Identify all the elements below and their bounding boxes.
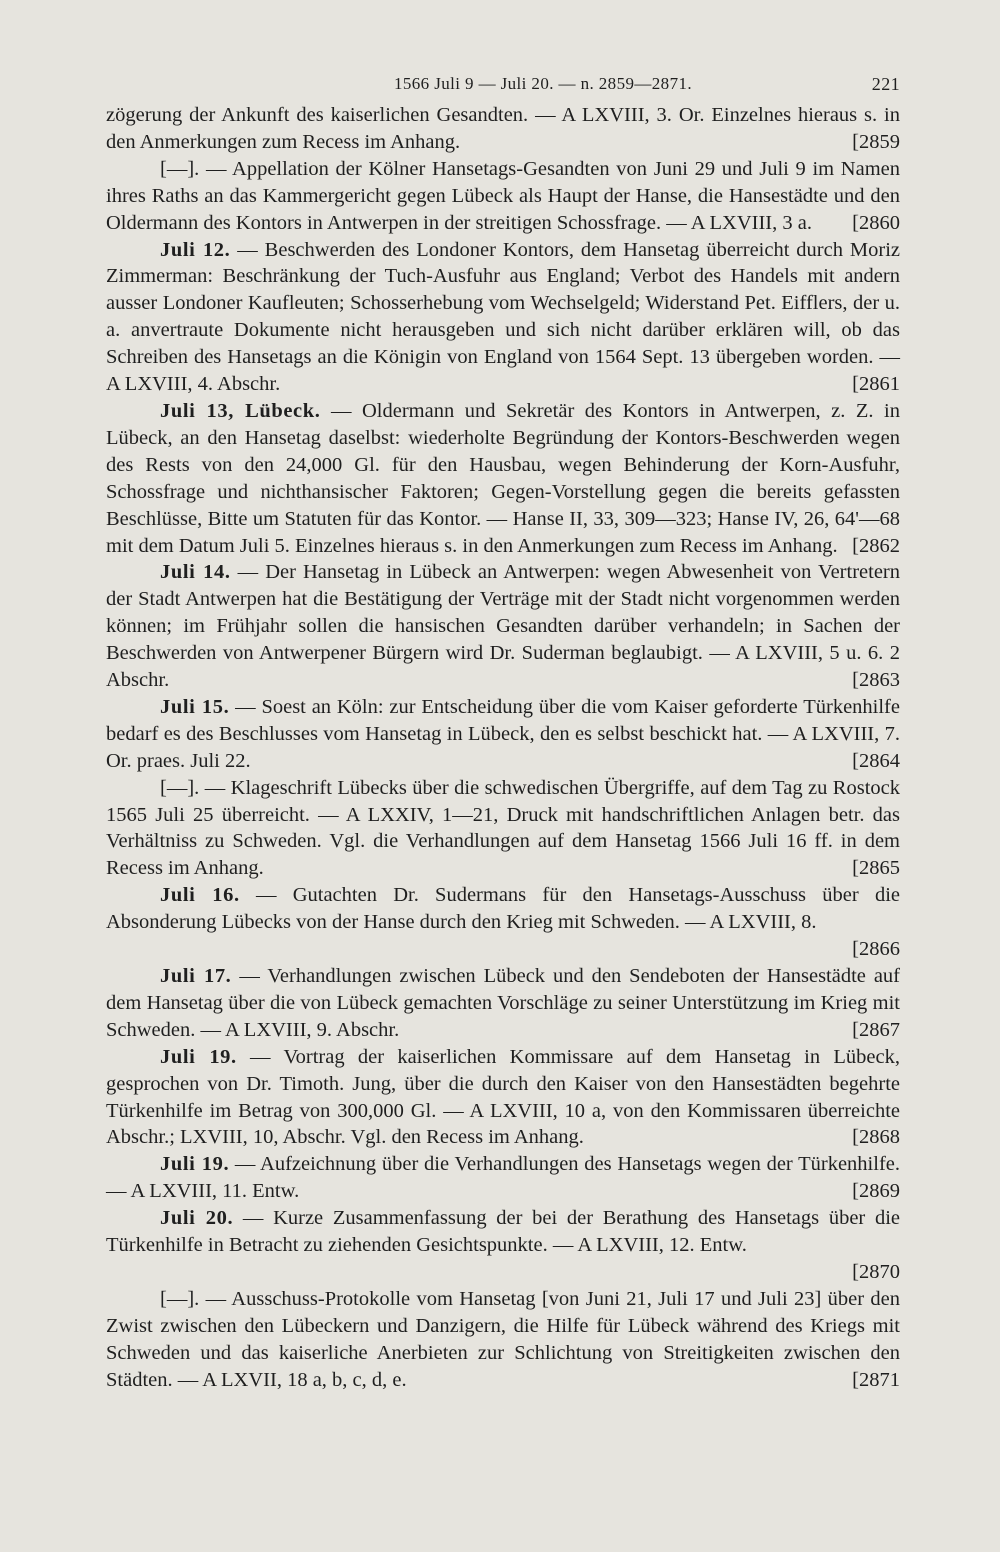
entry-2865 — [106, 775, 900, 883]
entry-2871 — [106, 1286, 900, 1394]
entry-date: Juli 13, Lübeck. — [160, 399, 321, 422]
entry-number: [2866 — [852, 938, 900, 961]
entry-number: [2863 — [852, 669, 900, 692]
entry-2862 — [106, 398, 900, 559]
entry-text: — Verhandlungen zwischen Lübeck und den Sendeboten der Hansestädte auf dem Hansetag über die von Lübeck gemachten Vorschläge zu seiner Unterstützung im Krieg mit Schweden. — A LXVIII, 9. Abschr. — [106, 965, 900, 1041]
entry-text: — Appellation der Kölner Hansetags-Gesandten von Juni 29 und Juli 9 im Namen ihres Raths an das Kammergericht gegen Lübeck als Haupt der Hanse, die Hansestädte und den Oldermann des Kontors in Antwerpen in der streitigen Schossfrage. — A LXVIII, 3 a. — [106, 157, 900, 234]
entry-date: Juli 19. — [160, 1045, 237, 1068]
entry-text: — Gutachten Dr. Sudermans für den Hansetags-Ausschuss über die Absonderung Lübecks von der Hanse durch den Krieg mit Schweden. — A LXVIII, 8. — [106, 884, 900, 934]
entry-date: Juli 19. — [160, 1153, 230, 1176]
entry-text: — Oldermann und Sekretär des Kontors in Antwerpen, z. Z. in Lübeck, an den Hansetag daselbst: wiederholte Begründung der Kontors-Beschwerden wegen des Rests von den 24,000 Gl. für den Hausbau, wegen Behinderung der Korn-Ausfuhr, Schossfrage und nichthansischer Faktoren; Gegen-Vorstellung gegen die bereits gefassten Beschlüsse, Bitte um Statuten für das Kontor. — Hanse II, 33, 309—323; Hanse IV, 26, 64'—68 mit dem Datum Juli 5. Einzelnes hieraus s. in den Anmerkungen zum Recess im Anhang. — [106, 399, 901, 557]
entry-date: Juli 15. — [160, 695, 230, 718]
entry-2860 — [106, 156, 900, 237]
entry-number: [2868 — [852, 1126, 900, 1149]
entry-number: [2867 — [852, 1018, 900, 1041]
entry-number: [2869 — [852, 1180, 900, 1203]
entry-text: — Kurze Zusammenfassung der bei der Berathung des Hansetags über die Türkenhilfe in Betracht zu ziehenden Gesichtspunkte. — A LXVIII, 12. Entw. — [106, 1207, 900, 1257]
entry-2859 — [106, 102, 900, 156]
entry-number: [2860 — [852, 211, 900, 234]
entry-2869 — [106, 1151, 900, 1205]
entry-text: — Vortrag der kaiserlichen Kommissare auf dem Hansetag in Lübeck, gesprochen von Dr. Timoth. Jung, über die durch den Kaiser von den Hansestädten begehrte Türkenhilfe im Betrag von 300,000 Gl. — A LXVIII, 10 a, von den Kommissaren überreichte Abschr.; LXVIII, 10, Abschr. Vgl. den Recess im Anhang. — [106, 1045, 901, 1149]
entry-number: [2862 — [852, 534, 900, 557]
entry-text: — Klageschrift Lübecks über die schwedischen Übergriffe, auf dem Tag zu Rostock 1565 Juli 25 überreicht. — A LXXIV, 1—21, Druck mit handschriftlichen Anlagen betr. das Verhältniss zu Schweden. Vgl. die Verhandlungen auf dem Hansetag 1566 Juli 16 ff. in dem Recess im Anhang. — [106, 776, 900, 880]
entry-text: — Ausschuss-Protokolle vom Hansetag [von Juni 21, Juli 17 und Juli 23] über den Zwist zwischen den Lübeckern und Danzigern, die Hilfe für Lübeck während des Kriegs mit Schweden und das kaiserliche Anerbieten zur Schlichtung von Streitigkeiten zwischen den Städten. — A LXVII, 18 a, b, c, d, e. — [106, 1287, 900, 1391]
entry-2868 — [106, 1044, 900, 1152]
entry-number: [2864 — [852, 749, 900, 772]
running-title: 1566 Juli 9 — Juli 20. — n. 2859—2871. — [393, 74, 693, 93]
entry-text: — Soest an Köln: zur Entscheidung über die vom Kaiser geforderte Türkenhilfe bedarf es des Beschlusses vom Hansetag in Lübeck, den es selbst beschickt hat. — A LXVIII, 7. Or. praes. Juli 22. — [106, 695, 900, 772]
entry-2867 — [106, 963, 900, 1044]
entry-text: zögerung der Ankunft des kaiserlichen Gesandten. — A LXVIII, 3. Or. Einzelnes hieraus s. in den Anmerkungen zum Recess im Anhang. — [106, 104, 900, 153]
entry-2864 — [106, 694, 900, 775]
entry-2861 — [106, 237, 900, 398]
entry-date: [—]. — [160, 157, 200, 180]
entry-2870 — [106, 1205, 900, 1286]
entry-text: — Der Hansetag in Lübeck an Antwerpen: wegen Abwesenheit von Vertretern der Stadt Antwerpen hat die Bestätigung der Verträge mit der Stadt nicht vorgenommen werden können; im Frühjahr sollen die hansischen Gesandten darüber verhandeln; in Sachen der Beschwerden von Antwerpener Bürgern wird Dr. Suderman beglaubigt. — A LXVIII, 5 u. 6. 2 Abschr. — [106, 561, 901, 692]
entry-date: Juli 12. — [160, 238, 231, 261]
entry-date: [—]. — [160, 1287, 200, 1310]
entry-date: Juli 17. — [160, 965, 232, 987]
page-number: 221 — [871, 74, 900, 94]
entry-date: Juli 20. — [160, 1207, 234, 1230]
entry-2863 — [106, 559, 900, 694]
entry-number: [2870 — [852, 1260, 900, 1283]
entry-number: [2865 — [852, 857, 900, 880]
entry-text: — Aufzeichnung über die Verhandlungen des Hansetags wegen der Türkenhilfe. — A LXVIII, 11. Entw. — [106, 1153, 901, 1203]
entry-number: [2859 — [852, 130, 900, 153]
entry-date: Juli 14. — [160, 561, 231, 584]
entry-number: [2871 — [852, 1368, 900, 1391]
entry-text: — Beschwerden des Londoner Kontors, dem Hansetag überreicht durch Moriz Zimmerman: Beschränkung der Tuch-Ausfuhr aus England; Verbot des Handels mit andern ausser Londoner Kaufleuten; Schosserhebung vom Wechselgeld; Widerstand Pet. Eifflers, der u. a. anvertraute Dokumente nicht herausgeben und sich nicht darüber erklären will, ob das Schreiben des Hansetags an die Königin von England von 1564 Sept. 13 übergeben worden. — A LXVIII, 4. Abschr. — [106, 238, 900, 396]
entry-number: [2861 — [852, 373, 900, 396]
entry-2866 — [106, 882, 900, 963]
entry-date: Juli 16. — [160, 884, 240, 907]
entry-list — [106, 102, 900, 1394]
running-head — [106, 68, 900, 102]
entry-date: [—]. — [160, 776, 200, 799]
